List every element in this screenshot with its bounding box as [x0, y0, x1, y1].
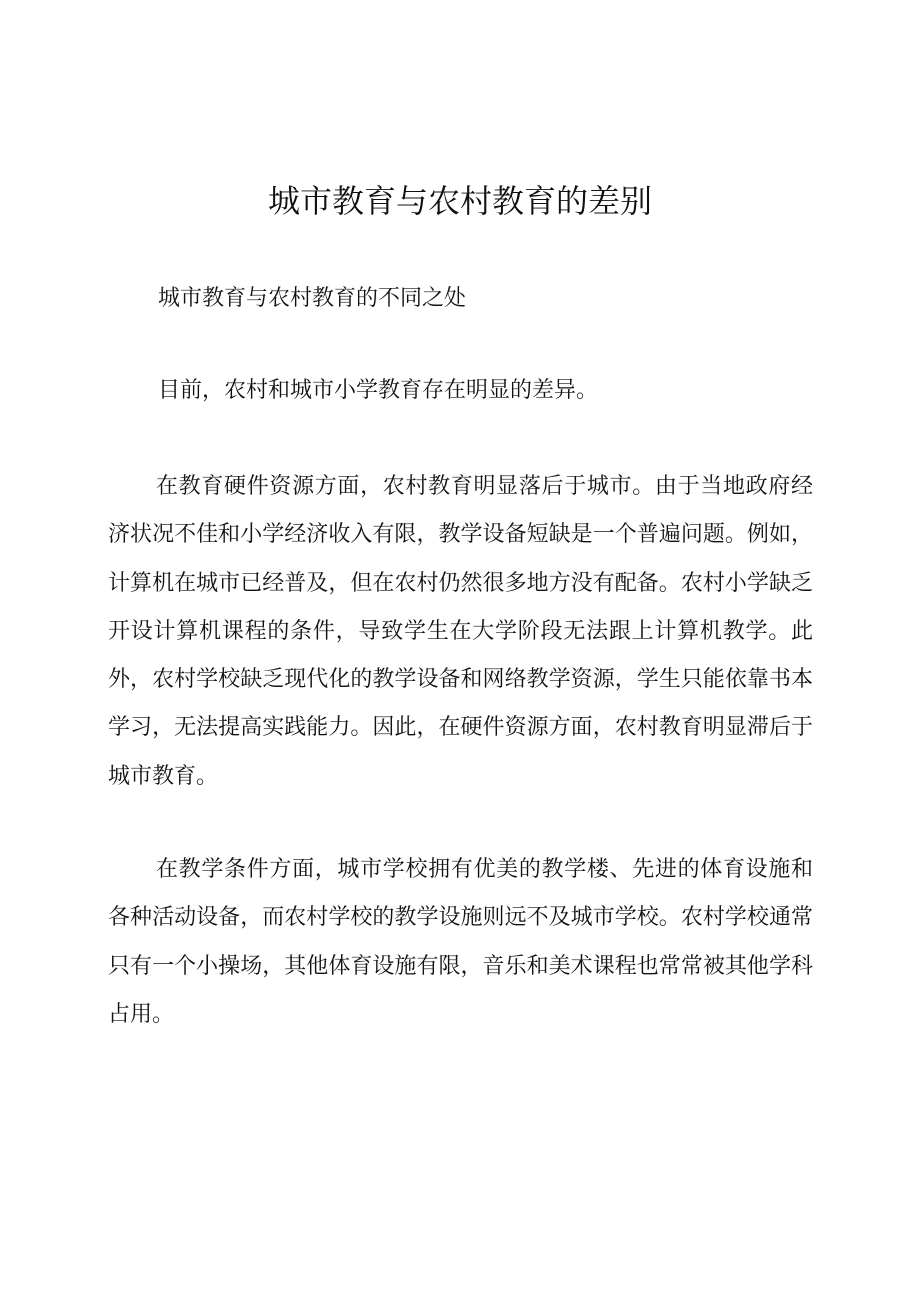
paragraph-teaching-conditions: 在教学条件方面，城市学校拥有优美的教学楼、先进的体育设施和各种活动设备，而农村学校的教学设施则远不及城市学校。农村学校通常只有一个小操场，其他体育设施有限，音乐和美术课程也常常被其他学科占用。 [108, 857, 813, 1027]
paragraph-intro: 目前，农村和城市小学教育存在明显的差异。 [158, 378, 599, 403]
document-subtitle: 城市教育与农村教育的不同之处 [158, 286, 467, 311]
document-title: 城市教育与农村教育的差别 [267, 182, 652, 220]
paragraph-hardware-resources: 在教育硬件资源方面，农村教育明显落后于城市。由于当地政府经济状况不佳和小学经济收入有限，教学设备短缺是一个普遍问题。例如，计算机在城市已经普及，但在农村仍然很多地方没有配备。农村小学缺乏开设计算机课程的条件，导致学生在大学阶段无法跟上计算机教学。此外，农村学校缺乏现代化的教学设备和网络教学资源，学生只能依靠书本学习，无法提高实践能力。因此，在硬件资源方面，农村教育明显滞后于城市教育。 [108, 474, 813, 789]
